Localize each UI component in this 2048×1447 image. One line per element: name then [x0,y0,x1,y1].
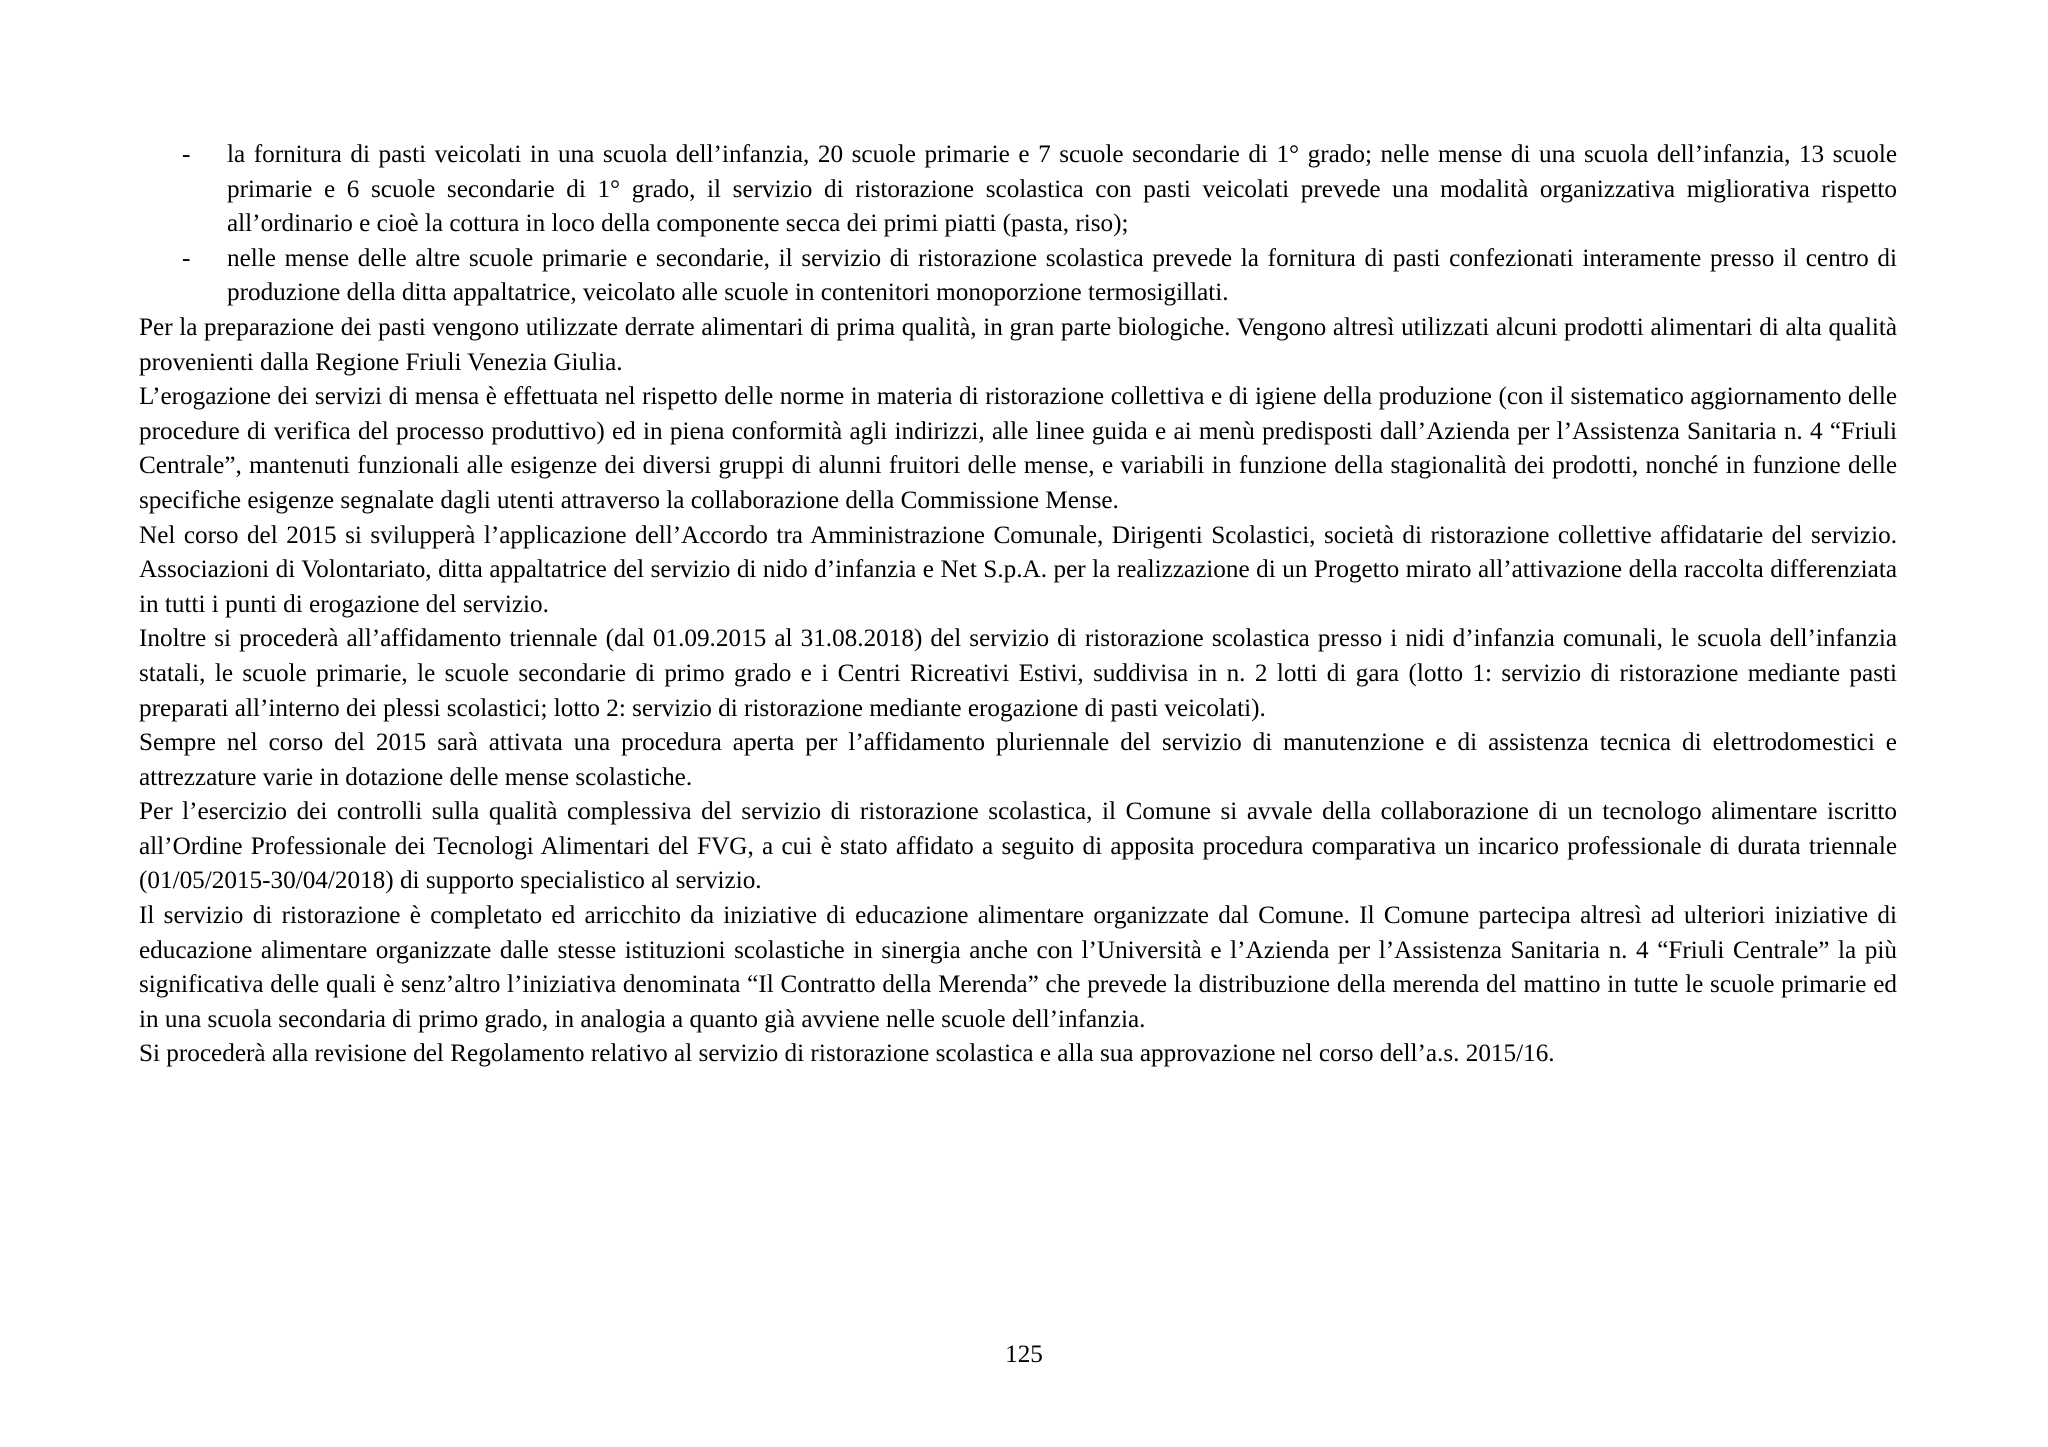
paragraph-quality-control: Per l’esercizio dei controlli sulla qualità complessiva del servizio di ristorazione scolastica, il Comune si avvale della collaborazione di un tecnologo alimentare iscritto all’Ordine Professionale dei Tecnologi Alimentari del FVG, a cui è stato affidato a seguito di apposita procedura comparativa un incarico professionale di durata triennale (01/05/2015-30/04/2018) di supporto specialistico al servizio. [139,798,1897,895]
paragraph-maintenance: Sempre nel corso del 2015 sarà attivata una procedura aperta per l’affidamento pluriennale del servizio di manutenzione e di assistenza tecnica di elettrodomestici e attrezzature varie in dotazione delle mense scolastiche. [139,729,1897,791]
paragraph-tender: Inoltre si procederà all’affidamento triennale (dal 01.09.2015 al 31.08.2018) del servizio di ristorazione scolastica presso i nidi d’infanzia comunali, le scuola dell’infanzia statali, le scuole primarie, le scuole secondarie di primo grado e i Centri Ricreativi Estivi, suddivisa in n. 2 lotti di gara (lotto 1: servizio di ristorazione mediante pasti preparati all’interno dei plessi scolastici; lotto 2: servizio di ristorazione mediante erogazione di pasti veicolati). [139,625,1897,722]
bullet-item [139,138,1897,242]
bullet-text: nelle mense delle altre scuole primarie e secondarie, il servizio di ristorazione scolastica prevede la fornitura di pasti confezionati interamente presso il centro di produzione della ditta appaltatrice, veicolato alle scuole in contenitori monoporzione termosigillati. [227,244,1897,307]
paragraph-ingredients: Per la preparazione dei pasti vengono utilizzate derrate alimentari di prima qualità, in gran parte biologiche. Vengono altresì utilizzati alcuni prodotti alimentari di alta qualità provenienti dalla Regione Friuli Venezia Giulia. [139,313,1897,376]
bullet-item [139,242,1897,311]
bullet-text: la fornitura di pasti veicolati in una scuola dell’infanzia, 20 scuole primarie e 7 scuole secondarie di 1° grado; nelle mense di una scuola dell’infanzia, 13 scuole primarie e 6 scuole secondarie di 1° grado, il servizio di ristorazione scolastica con pasti veicolati prevede una modalità organizzativa migliorativa rispetto all’ordinario e cioè la cottura in loco della componente secca dei primi piatti (pasta, riso); [227,141,1897,238]
bullet-marker: - [182,244,191,272]
page-number: 125 [1005,1341,1043,1368]
body-text [139,138,1897,1072]
bullet-marker: - [182,141,191,168]
paragraph-regulation: Si procederà alla revisione del Regolamento relativo al servizio di ristorazione scolastica e alla sua approvazione nel corso dell’a.s. 2015/16. [139,1040,1555,1068]
paragraph-service-delivery: L’erogazione dei servizi di mensa è effettuata nel rispetto delle norme in materia di ristorazione collettiva e di igiene della produzione (con il sistematico aggiornamento delle procedure di verifica del processo produttivo) ed in piena conformità agli indirizzi, alle linee guida e ai menù predisposti dall’Azienda per l’Assistenza Sanitaria n. 4 “Friuli Centrale”, mantenuti funzionali alle esigenze dei diversi gruppi di alunni fruitori delle mense, e variabili in funzione della stagionalità dei prodotti, nonché in funzione delle specifiche esigenze segnalate dagli utenti attraverso la collaborazione della Commissione Mense. [139,383,1897,514]
bullet-list [139,138,1897,311]
paragraph-recycling-agreement: Nel corso del 2015 si svilupperà l’applicazione dell’Accordo tra Amministrazione Comunale, Dirigenti Scolastici, società di ristorazione collettive affidatarie del servizio. Associazioni di Volontariato, ditta appaltatrice del servizio di nido d’infanzia e Net S.p.A. per la realizzazione di un Progetto mirato all’attivazione della raccolta differenziata in tutti i punti di erogazione del servizio. [139,521,1897,618]
paragraph-food-education: Il servizio di ristorazione è completato ed arricchito da iniziative di educazione alimentare organizzate dal Comune. Il Comune partecipa altresì ad ulteriori iniziative di educazione alimentare organizzate dalle stesse istituzioni scolastiche in sinergia anche con l’Università e l’Azienda per l’Assistenza Sanitaria n. 4 “Friuli Centrale” la più significativa delle quali è senz’altro l’iniziativa denominata “Il Contratto della Merenda” che prevede la distribuzione della merenda del mattino in tutte le scuole primarie ed in una scuola secondaria di primo grado, in analogia a quanto già avviene nelle scuole dell’infanzia. [139,902,1897,1033]
